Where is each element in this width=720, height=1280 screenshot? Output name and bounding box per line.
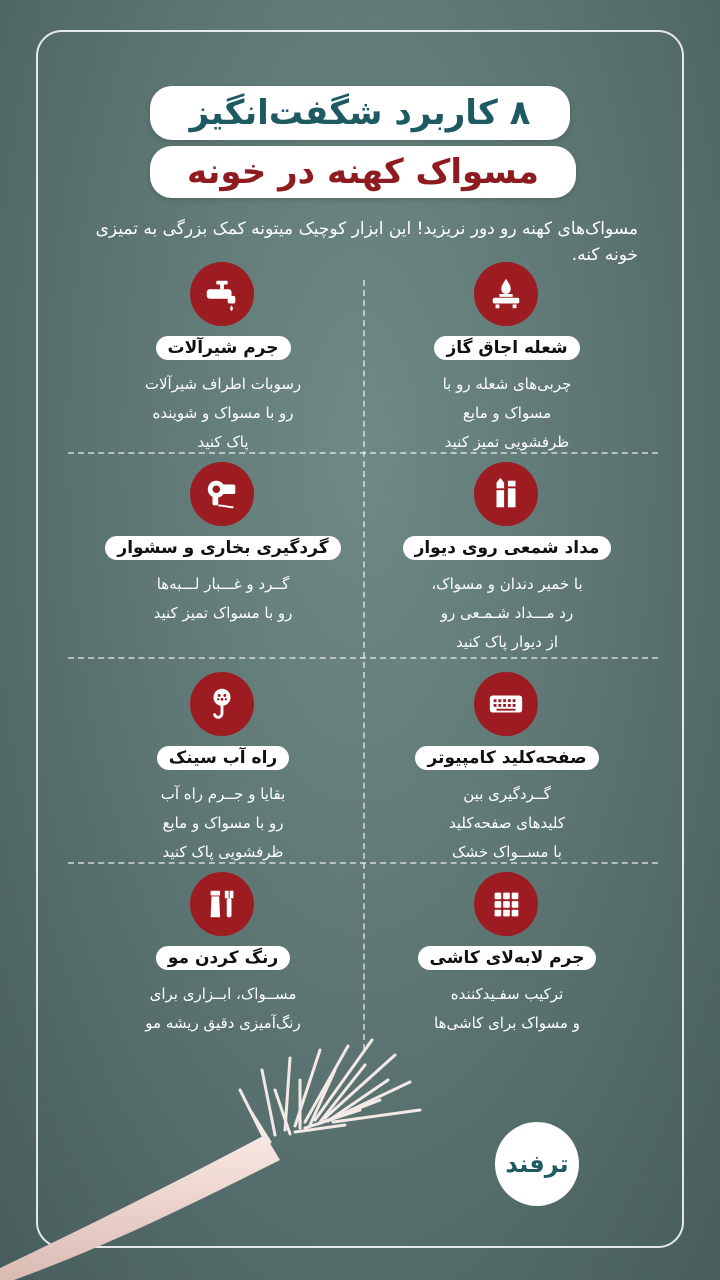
toothbrush-illustration bbox=[0, 1010, 460, 1280]
tip-label: راه آب سینک bbox=[157, 746, 289, 770]
crayons-icon bbox=[474, 462, 538, 526]
sink-drain-icon bbox=[190, 672, 254, 736]
tip-description: ترکیب سفـید‌کننده و مسواک برای کاشی‌ها bbox=[434, 985, 580, 1032]
hair-dye-icon bbox=[190, 872, 254, 936]
title-line-2: مسواک کهنه در خونه bbox=[150, 146, 576, 198]
tip-description: گــردگیری بین کلیدهای صفحه‌کلید با مســواک خشک bbox=[448, 785, 566, 861]
tip-description: رسوبات اطراف شیرآلات رو با مسواک و شوینده پاک کنید bbox=[144, 375, 302, 451]
tip-label: شعله اجاق گاز bbox=[434, 336, 579, 360]
tip-label: جرم شیرآلات bbox=[156, 336, 291, 360]
gas-stove-icon bbox=[474, 262, 538, 326]
brand-logo[interactable]: ترفند bbox=[495, 1122, 579, 1206]
tip-label: صفحه‌کلید کامپیوتر bbox=[415, 746, 598, 770]
hair-dryer-icon bbox=[190, 462, 254, 526]
keyboard-icon bbox=[474, 672, 538, 736]
tip-description: گــرد و غـــبار لـــبه‌ها رو با مسواک تمیز کنید bbox=[153, 575, 293, 622]
intro-text: مسواک‌های کهنه رو دور نریزید! این ابزار کوچیک میتونه کمک بزرگی به تمیزی خونه کنه. bbox=[95, 219, 638, 265]
tip-label: رنگ کردن مو bbox=[156, 946, 290, 970]
tip-label: جرم لابه‌لای کاشی bbox=[418, 946, 597, 970]
tiles-icon bbox=[474, 872, 538, 936]
tip-description: مســواک، ابــزاری برای رنگ‌آمیزی دقیق ریشه مو bbox=[145, 985, 301, 1032]
tip-label: مداد شمعی روی دیوار bbox=[403, 536, 612, 560]
tip-label: گردگیری بخاری و سشوار bbox=[105, 536, 340, 560]
title-line-1: ۸ کاربرد شگفت‌انگیز bbox=[150, 86, 570, 140]
tip-description: چربی‌های شعله رو با مسواک و مایع ظرفشویی تمیز کنید bbox=[442, 375, 572, 451]
tip-description: با خمیر دندان و مسواک، رد مـــداد شـمـعی رو از دیوار پاک کنید bbox=[431, 575, 583, 651]
tip-description: بقایا و جــرم راه آب رو با مسواک و مایع ظرفشویی پاک کنید bbox=[160, 785, 286, 861]
faucet-icon bbox=[190, 262, 254, 326]
